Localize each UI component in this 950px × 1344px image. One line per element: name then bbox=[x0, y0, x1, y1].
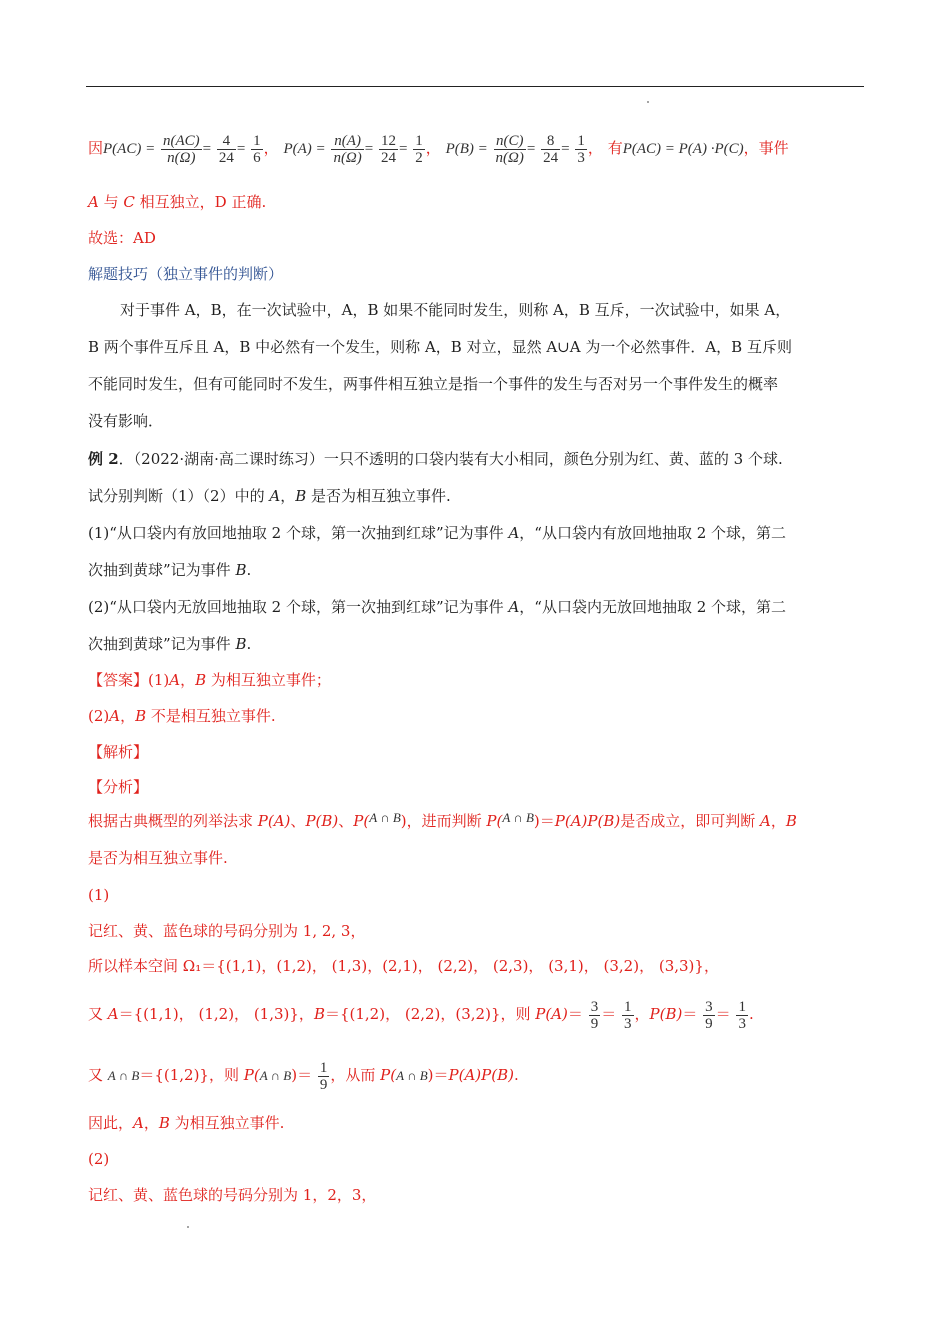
tips-paragraph-line: 对于事件 A，B，在一次试验中，A，B 如果不能同时发生，则称 A，B 互斥，一次试验中，如果 A， bbox=[120, 301, 791, 319]
fraction: $\frac{1}{2}$ bbox=[415, 132, 423, 166]
text: 因 bbox=[88, 139, 104, 157]
header-rule bbox=[86, 86, 864, 87]
p-a: P(A) = bbox=[283, 141, 326, 157]
answer-line: (2)A，B 不是相互独立事件. bbox=[88, 707, 276, 725]
header-dot bbox=[647, 101, 649, 103]
analysis-line: 根据古典概型的列举法求 P(A)、P(B)、P(A ∩ B)，进而判断 P(A ∩ B)＝P(A)P(B)是否成立，即可判断 A，B bbox=[88, 810, 797, 830]
solution-line: 记红、黄、蓝色球的号码分别为 1，2，3， bbox=[88, 1186, 377, 1204]
tips-paragraph-line: 没有影响． bbox=[88, 412, 164, 430]
fraction: $\frac{1}{3}$ bbox=[624, 998, 632, 1032]
tips-paragraph-line: 不能同时发生，但有可能同时不发生，两事件相互独立是指一个事件的发生与否对另一个事件发生的概率 bbox=[88, 375, 779, 393]
example-part1-line: (1)“从口袋内有放回地抽取 2 个球，第一次抽到红球”记为事件 A，“从口袋内有放回地抽取 2 个球，第二 bbox=[88, 524, 787, 542]
conclusion-line: 因此，A，B 为相互独立事件. bbox=[88, 1114, 285, 1132]
conclusion-line: A 与 C 相互独立，D 正确. bbox=[88, 193, 267, 211]
p-b: P(B) = bbox=[445, 141, 488, 157]
p-ac: P(AC) = bbox=[103, 141, 156, 157]
part-label: (1) bbox=[88, 886, 110, 904]
solution-line: 记红、黄、蓝色球的号码分别为 1, 2, 3， bbox=[88, 922, 366, 940]
answer-choice: 故选：AD bbox=[88, 229, 156, 247]
part-label: (2) bbox=[88, 1150, 110, 1168]
example-part2-line: (2)“从口袋内无放回地抽取 2 个球，第一次抽到红球”记为事件 A，“从口袋内无放回地抽取 2 个球，第二 bbox=[88, 598, 787, 616]
fraction: $\frac{n(C)}{n(\Omega)}$ bbox=[495, 132, 524, 166]
example-label: 例 2 bbox=[88, 450, 119, 468]
fraction: $\frac{3}{9}$ bbox=[590, 998, 599, 1032]
fraction: $\frac{8}{24}$ bbox=[543, 132, 559, 166]
example-question: 试分别判断（1）（2）中的 A，B 是否为相互独立事件. bbox=[88, 487, 451, 505]
probability-line: 因P(AC) = $\frac{n(AC)}{n(\Omega)}$ = $\frac{4}{24}$ = $\frac{1}{6}$ ， P(A) = $\frac{n(A)}{n(\Omega)}$ = $\frac{12}{24}$ = $\frac{1}{2}$ ， P(B) = $\frac{n(C)}{n(\Omega)}$ = $\frac{8}{24}$ = $\frac{1}{3}$ ， 有P(AC) = P(A) ·P(C)，事件 bbox=[88, 132, 789, 166]
fraction: $\frac{1}{6}$ bbox=[253, 132, 261, 166]
product-formula: P(AC) = P(A) ·P(C) bbox=[622, 141, 744, 157]
fraction: $\frac{12}{24}$ bbox=[381, 132, 397, 166]
analysis-line: 是否为相互独立事件. bbox=[88, 849, 228, 867]
example-part1-line: 次抽到黄球”记为事件 B. bbox=[88, 561, 252, 579]
sample-space-line: 所以样本空间 Ω₁＝{(1,1)，(1,2)， (1,3)，(2,1)， (2,2)， (2,3)， (3,1)， (3,2)， (3,3)}， bbox=[88, 957, 719, 975]
fraction: $\frac{1}{3}$ bbox=[577, 132, 585, 166]
footer-dot bbox=[187, 1226, 189, 1228]
analysis-heading: 【解析】 bbox=[88, 743, 149, 761]
intersection-line: 又 A ∩ B＝{(1,2)}，则 P(A ∩ B)＝ $\frac{1}{9}$ ，从而 P(A ∩ B)＝P(A)P(B). bbox=[88, 1059, 519, 1093]
probability-calc-line: 又 A＝{(1,1)， (1,2)， (1,3)}，B＝{(1,2)， (2,2)，(3,2)}，则 P(A)＝ $\frac{3}{9}$ ＝ $\frac{1}{3}$ ，P(B)＝ $\frac{3}{9}$ ＝ $\frac{1}{3}$ . bbox=[88, 998, 754, 1032]
example-part2-line: 次抽到黄球”记为事件 B. bbox=[88, 635, 252, 653]
answer-line: 【答案】(1)A，B 为相互独立事件； bbox=[88, 671, 331, 689]
fraction: $\frac{4}{24}$ bbox=[218, 132, 234, 166]
analysis-subheading: 【分析】 bbox=[88, 778, 149, 796]
fraction: $\frac{3}{9}$ bbox=[705, 998, 713, 1032]
fraction: $\frac{n(AC)}{n(\Omega)}$ bbox=[163, 132, 200, 166]
fraction: $\frac{1}{3}$ bbox=[738, 998, 746, 1032]
fraction: $\frac{1}{9}$ bbox=[319, 1059, 328, 1093]
tips-heading: 解题技巧（独立事件的判断） bbox=[88, 265, 284, 283]
fraction: $\frac{n(A)}{n(\Omega)}$ bbox=[333, 132, 362, 166]
example-heading: 例 2．（2022·湖南·高二课时练习）一只不透明的口袋内装有大小相同，颜色分别为红、黄、蓝的 3 个球. bbox=[88, 450, 783, 468]
tips-paragraph-line: B 两个事件互斥且 A，B 中必然有一个发生，则称 A，B 对立，显然 A∪A 为一个必然事件．A，B 互斥则 bbox=[88, 338, 792, 356]
